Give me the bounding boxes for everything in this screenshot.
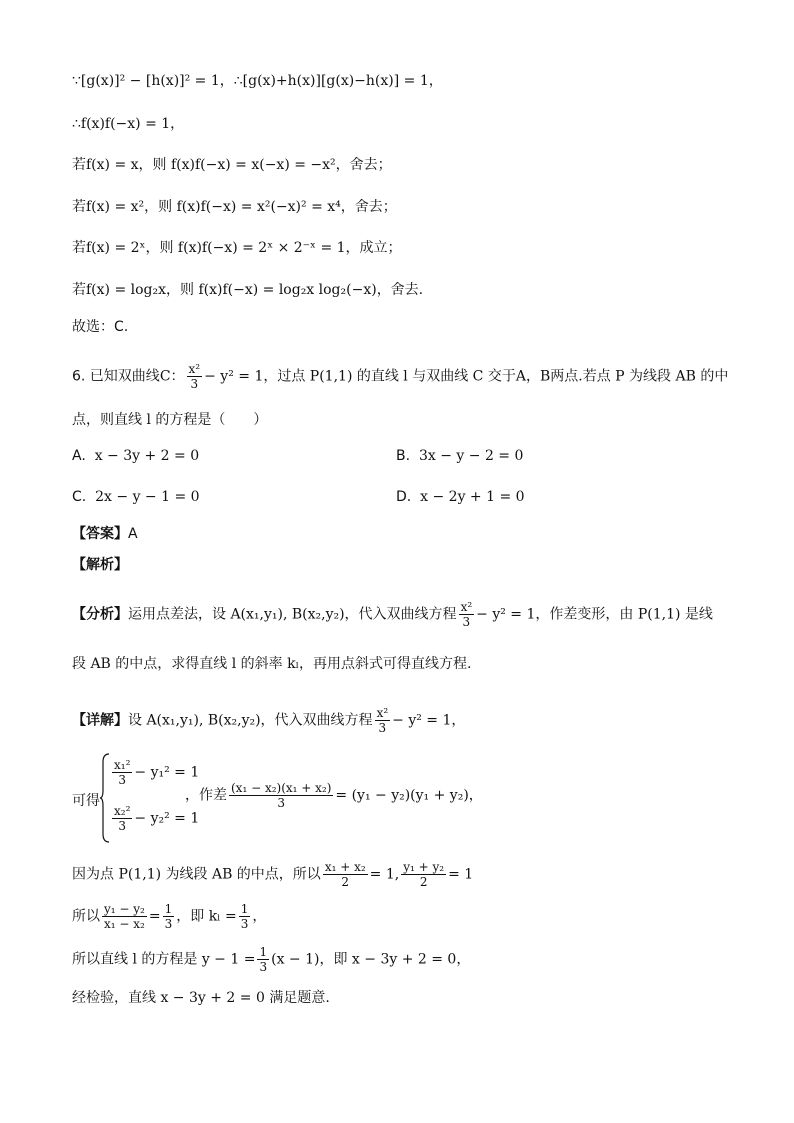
fenxi-c: 段 AB 的中点，求得直线 l 的斜率 kₗ，再用点斜式可得直线方程. xyxy=(72,656,472,672)
line-6 xyxy=(72,279,423,301)
option-b-text: 3x − y − 2 = 0 xyxy=(418,448,524,464)
so-den-1: x₁ − x₂ xyxy=(104,917,145,931)
answer-value: A xyxy=(128,526,138,542)
diff-fraction xyxy=(229,781,333,810)
line-5-post: ，成立； xyxy=(345,240,402,256)
line-5-math: f(x) = 2ˣ，则 f(x)f(−x) = 2ˣ × 2⁻ˣ = 1 xyxy=(86,240,346,256)
zuocha: ，作差 xyxy=(185,787,227,804)
q6-fraction xyxy=(187,362,203,391)
sys1-den: 3 xyxy=(118,773,127,787)
line-1 xyxy=(72,70,443,92)
line-1-text: ∵[g(x)]² − [h(x)]² = 1，∴[g(x)+h(x)][g(x)−h(x)] = 1， xyxy=(72,73,443,89)
xiangjie-line-1 xyxy=(72,706,465,735)
fenxi-line-1 xyxy=(72,600,713,629)
line-den: 3 xyxy=(259,960,268,974)
xiangjie-frac-num: x² xyxy=(376,706,389,720)
q6-stem-c: − y² = 1，过点 P(1,1) 的直线 l 与双曲线 C 交于A，B两点.若点 P 为线段 AB 的中 xyxy=(204,368,729,385)
so-num-3: 1 xyxy=(240,902,249,916)
q6-stem-d: 点，则直线 l 的方程是（ ） xyxy=(72,412,268,428)
xiangjie-fraction xyxy=(375,706,391,735)
option-a-text: x − 3y + 2 = 0 xyxy=(94,448,200,464)
line-num: 1 xyxy=(259,945,268,959)
line-b: (x − 1)，即 x − 3y + 2 = 0， xyxy=(271,951,471,968)
option-a-label: A. xyxy=(72,448,86,464)
diff-den: 3 xyxy=(277,796,286,810)
mid-num-1: x₁ + x₂ xyxy=(324,860,366,874)
midpoint-line xyxy=(72,860,473,889)
diff-num: (x₁ − x₂)(x₁ + x₂) xyxy=(231,781,332,795)
mid-den-2: 2 xyxy=(419,875,428,889)
line-frac xyxy=(257,945,269,974)
line-5-pre: 若 xyxy=(72,240,86,256)
so-num-2: 1 xyxy=(164,902,173,916)
line-6-post: ，舍去. xyxy=(376,282,424,298)
sys2-rest: − y₂² = 1 xyxy=(134,810,200,827)
option-b-label: B. xyxy=(396,448,411,464)
q6-stem-b: C： xyxy=(159,368,185,385)
fenxi-a: 运用点差法，设 A(x₁,y₁), B(x₂,y₂)，代入双曲线方程 xyxy=(128,606,457,623)
option-c xyxy=(72,486,200,508)
so-frac-2 xyxy=(163,902,175,931)
mid-den-1: 2 xyxy=(341,875,350,889)
line-3-math: f(x) = x，则 f(x)f(−x) = x(−x) = −x² xyxy=(86,157,336,173)
line-4-math: f(x) = x²，则 f(x)f(−x) = x²(−x)² = x⁴ xyxy=(86,199,341,215)
sys2-den: 3 xyxy=(118,819,127,833)
mid-b: = 1, xyxy=(369,866,400,883)
xiangjie-b: − y² = 1， xyxy=(392,712,466,729)
question-6-stem-cont xyxy=(72,409,267,431)
line-4 xyxy=(72,196,397,218)
so-den-3: 3 xyxy=(240,917,249,931)
option-c-text: 2x − y − 1 = 0 xyxy=(95,489,200,505)
analysis-tag: 【解析】 xyxy=(72,557,128,573)
line-3-pre: 若 xyxy=(72,157,86,173)
slope-line xyxy=(72,902,266,931)
so-num-1: y₁ − y₂ xyxy=(104,902,145,916)
fenxi-frac-den: 3 xyxy=(462,615,471,629)
line-6-math: f(x) = log₂x，则 f(x)f(−x) = log₂x log₂(−x) xyxy=(86,282,377,298)
line-6-pre: 若 xyxy=(72,282,86,298)
fenxi-fraction xyxy=(459,600,475,629)
xiangjie-a: 设 A(x₁,y₁), B(x₂,y₂)，代入双曲线方程 xyxy=(128,712,373,729)
check-text: 经检验，直线 x − 3y + 2 = 0 满足题意. xyxy=(72,990,330,1006)
mid-frac-1 xyxy=(323,860,368,889)
answer-tag: 【答案】 xyxy=(72,526,128,542)
line-4-pre: 若 xyxy=(72,199,86,215)
mid-c: = 1 xyxy=(448,866,474,883)
option-d-label: D. xyxy=(396,489,412,505)
so-d: ， xyxy=(252,908,267,925)
line-3 xyxy=(72,154,392,176)
question-6-stem xyxy=(72,362,728,391)
line-7-text: 故选：C. xyxy=(72,319,129,335)
so-a: 所以 xyxy=(72,908,100,925)
answer-line xyxy=(72,523,138,545)
option-d xyxy=(396,486,525,508)
line-4-post: ，舍去； xyxy=(340,199,397,215)
option-b xyxy=(396,445,523,467)
line-2 xyxy=(72,113,184,135)
diff-line xyxy=(185,781,483,810)
line-3-post: ，舍去； xyxy=(335,157,392,173)
so-den-2: 3 xyxy=(164,917,173,931)
system-brace xyxy=(100,752,110,844)
line-5 xyxy=(72,237,402,259)
option-d-text: x − 2y + 1 = 0 xyxy=(420,489,525,505)
mid-frac-2 xyxy=(401,860,446,889)
check-line xyxy=(72,987,330,1009)
line-7 xyxy=(72,316,128,338)
mid-num-2: y₁ + y₂ xyxy=(403,860,445,874)
option-a xyxy=(72,445,199,467)
sys1-fraction xyxy=(112,758,132,787)
fenxi-line-2 xyxy=(72,653,471,675)
line-2-text: ∴f(x)f(−x) = 1， xyxy=(72,116,185,132)
line-eq-line xyxy=(72,945,470,974)
xiangjie-tag: 【详解】 xyxy=(72,712,128,729)
diff-rest: = (y₁ − y₂)(y₁ + y₂)， xyxy=(335,787,483,804)
system-kede xyxy=(72,790,100,812)
q6-frac-den: 3 xyxy=(190,377,199,391)
so-b: = xyxy=(148,908,161,925)
so-frac-1 xyxy=(102,902,147,931)
fenxi-b: − y² = 1，作差变形，由 P(1,1) 是线 xyxy=(476,606,713,623)
xiangjie-frac-den: 3 xyxy=(378,721,387,735)
q6-frac-num: x² xyxy=(188,362,201,376)
q6-stem-a: 6. 已知双曲线 xyxy=(72,368,160,385)
mid-a: 因为点 P(1,1) 为线段 AB 的中点，所以 xyxy=(72,866,321,883)
so-frac-3 xyxy=(239,902,251,931)
option-c-label: C. xyxy=(72,489,87,505)
analysis-line xyxy=(72,554,128,576)
sys1-rest: − y₁² = 1 xyxy=(134,764,200,781)
line-a: 所以直线 l 的方程是 y − 1 = xyxy=(72,951,256,968)
sys1-num: x₁² xyxy=(114,758,131,772)
kede-text: 可得 xyxy=(72,793,100,809)
sys2-num: x₂² xyxy=(114,804,131,818)
sys2-fraction xyxy=(112,804,132,833)
so-c: ，即 kₗ = xyxy=(176,908,237,925)
fenxi-frac-num: x² xyxy=(460,600,473,614)
fenxi-tag: 【分析】 xyxy=(72,606,128,623)
